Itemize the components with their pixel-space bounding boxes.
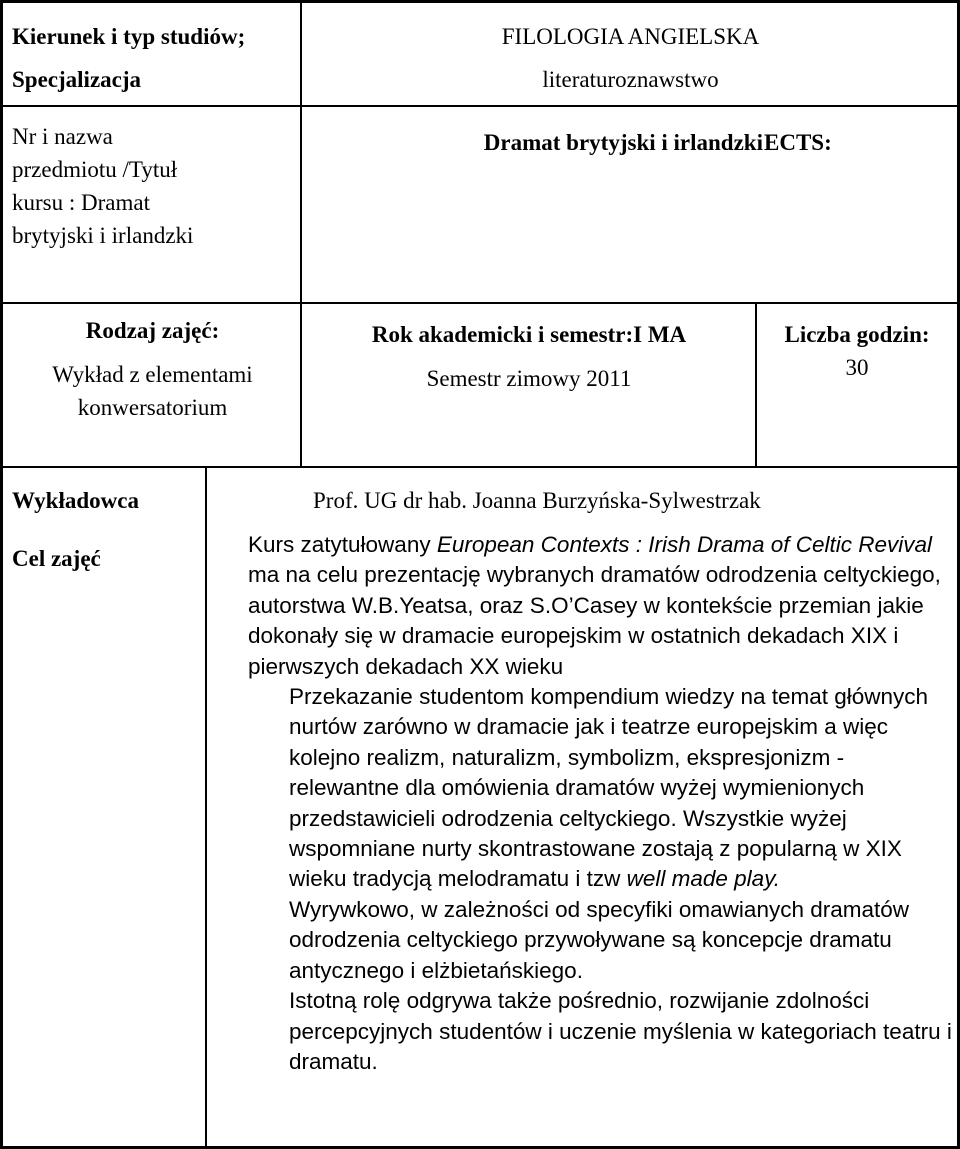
- class-type-value-line: Wykład z elementami: [52, 362, 253, 387]
- class-type-label: Rodzaj zajęć:: [85, 318, 220, 343]
- hours-value: 30: [845, 355, 869, 380]
- border-left: [0, 0, 3, 1149]
- course-label-line: brytyjski i irlandzki: [12, 223, 194, 248]
- field-label-1: Kierunek i typ studiów;: [12, 24, 246, 49]
- divider-row1: [0, 105, 960, 107]
- class-type-cell: [5, 314, 300, 424]
- academic-year-label: Rok akademicki i semestr:I MA: [371, 322, 687, 347]
- goal-description: [248, 530, 953, 1077]
- course-label-cell: [12, 120, 297, 252]
- goal-p1-italic: European Contexts : Irish Drama of Celtic Revival: [436, 532, 933, 557]
- course-label-line: kursu : Dramat: [12, 190, 150, 215]
- course-label-line: Nr i nazwa: [12, 124, 113, 149]
- divider-col1-upper: [300, 0, 302, 468]
- goal-p2-italic: well made play.: [626, 866, 781, 892]
- field-value-cell: [303, 20, 958, 96]
- class-type-value-line: konwersatorium: [77, 395, 228, 420]
- field-label-2: Specjalizacja: [12, 67, 142, 92]
- hours-label: Liczba godzin:: [784, 322, 930, 347]
- goal-label: Cel zajęć: [12, 546, 101, 571]
- goal-paragraph-4: Istotną rolę odgrywa także pośrednio, rozwijanie zdolności percepcyjnych studentów i uczenie myślenia w kategoriach teatru i dramatu.: [289, 988, 952, 1074]
- hours-cell: [757, 318, 957, 384]
- goal-p2-start: Przekazanie studentom kompendium wiedzy na temat głównych nurtów zarówno w dramacie jak i teatrze europejskim a więc kolejno realizm, naturalizm, symbolizm, ekspresjonizm - relewantne dla omówienia dramatów wyżej wymienionych przedstawicieli odrodzenia celtyckiego. Wszystkie wyżej wspomniane nurty skontrastowane zostają z popularną w XIX wieku tradycją melodramatu i tzw: [289, 684, 929, 892]
- academic-year-value: Semestr zimowy 2011: [426, 366, 632, 391]
- academic-year-cell: [303, 318, 755, 395]
- goal-paragraph-2: [248, 682, 953, 895]
- goal-paragraph-1: [248, 530, 953, 682]
- field-value-2: literaturoznawstwo: [542, 67, 719, 92]
- ects-label: ECTS:: [764, 130, 832, 155]
- border-top: [0, 0, 960, 3]
- goal-p1-start: Kurs zatytułowany: [248, 532, 437, 557]
- field-label-cell: [12, 20, 297, 96]
- divider-row3: [0, 466, 960, 468]
- divider-row2: [0, 302, 960, 304]
- course-name: Dramat brytyjski i irlandzki: [483, 130, 763, 155]
- lecturer-label: Wykładowca: [12, 488, 139, 513]
- goal-p1-end: ma na celu prezentację wybranych dramatów odrodzenia celtyckiego, autorstwa W.B.Yeatsa, oraz S.O’Casey w kontekście przemian jakie dokonały się w dramacie europejskim w ostatnich dekadach XIX i pierwszych dekadach XX wieku: [248, 562, 941, 679]
- course-label-line: przedmiotu /Tytuł: [12, 157, 178, 182]
- lecturer-name: Prof. UG dr hab. Joanna Burzyńska-Sylwestrzak: [313, 488, 761, 513]
- divider-col1-lower: [205, 466, 207, 1149]
- field-value-1: FILOLOGIA ANGIELSKA: [501, 24, 760, 49]
- goal-paragraph-3: Wyrywkowo, w zależności od specyfiki omawianych dramatów odrodzenia celtyckiego przywoływane są koncepcje dramatu antycznego i elżbietańskiego.: [289, 896, 910, 983]
